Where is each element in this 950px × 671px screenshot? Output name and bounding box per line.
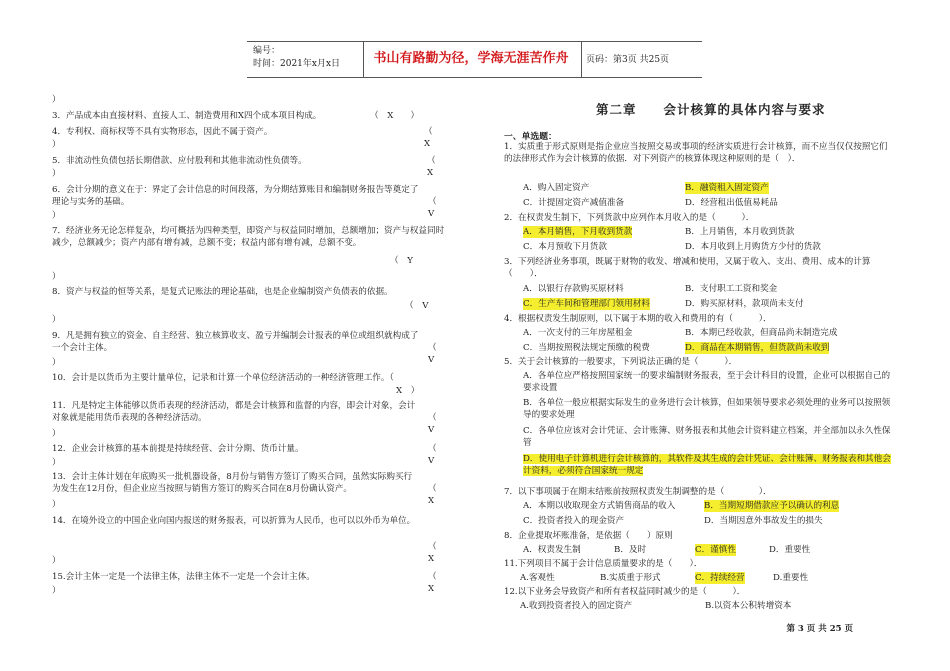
answer-mark: （ V bbox=[428, 444, 446, 466]
question-text: 3．产品成本由直接材料、直接人工、制造费用和X四个成本项目构成。 bbox=[52, 111, 322, 121]
answer-mark: （ Y bbox=[390, 256, 413, 266]
question-text: 13．会计主体计划在年底购买一批机器设备，8月份与销售方签订了购买合同，虽然实际购买行为发生在12月份，但企业应当按照与销售方签订的购买合同在8月份确认资产。 bbox=[52, 472, 413, 494]
option-a: A．一次支付的三年房屋租金 bbox=[523, 328, 633, 338]
option-b: B.实质重于形式 bbox=[600, 573, 661, 583]
question-text: 11．凡是特定主体能够以货币表现的经济活动，都是会计核算和监督的内容，即会计对象，会计对象就是能用货币表现的各种经济活动。 bbox=[52, 401, 416, 423]
option-c: C．投资者投入的现金资产 bbox=[523, 516, 625, 526]
answer-mark: （ V bbox=[405, 301, 429, 311]
answer-mark: （ X bbox=[428, 484, 446, 506]
option-d: D．经营租出低值易耗品 bbox=[685, 198, 778, 208]
answer-mark: X ） bbox=[396, 386, 420, 396]
list-item: ） bbox=[52, 95, 61, 105]
option-a: A．各单位应严格按照国家统一的要求编制财务报表，至于会计科目的设置，企业可以根据自己的要求设置 bbox=[523, 371, 891, 393]
number-label: 编号： bbox=[253, 46, 281, 56]
header-meta bbox=[253, 45, 340, 71]
question-12: 12.以下业务会导致资产和所有者权益同时减少的是（ ）． bbox=[504, 587, 746, 597]
list-item bbox=[52, 155, 450, 178]
list-item: 14．在境外设立的中国企业向国内报送的财务报表，可以折算为人民币，也可以以外币为单位。 bbox=[52, 516, 416, 526]
header-divider bbox=[581, 42, 582, 77]
list-item bbox=[52, 184, 446, 219]
list-item: ） bbox=[52, 586, 61, 596]
question-11: 11.下列项目不属于会计信息质量要求的是（ ）． bbox=[504, 559, 703, 569]
list-item bbox=[52, 126, 450, 149]
header-motto: 书山有路勤为径，学海无涯苦作舟 bbox=[373, 51, 569, 66]
option-b: B．及时 bbox=[614, 545, 647, 555]
list-item bbox=[52, 443, 450, 466]
question-text: 4．专利权、商标权等不具有实物形态，因此不属于资产。 bbox=[52, 127, 273, 137]
option-d: D．本月收到上月购货方少付的货款 bbox=[685, 242, 821, 252]
list-item: ） bbox=[52, 211, 61, 221]
question-text: 5．非流动性负债包括长期借款、应付股利和其他非流动性负债等。 bbox=[52, 156, 307, 166]
answer-mark: （ V bbox=[428, 197, 446, 219]
option-b: B．支付职工工资和奖金 bbox=[685, 284, 778, 294]
page-footer: 第 3 页 共 25 页 bbox=[786, 624, 853, 634]
list-item bbox=[52, 400, 446, 435]
question-5: 5．关于会计核算的一般要求，下列说法正确的是（ ）． bbox=[504, 357, 738, 367]
option-c-answer: C．谨慎性 bbox=[695, 545, 736, 555]
answer-mark: （ X ） bbox=[370, 111, 420, 121]
list-item: ） bbox=[52, 272, 61, 282]
option-c: C．计提固定资产减值准备 bbox=[523, 198, 625, 208]
question-4: 4．根据权责发生制原则，以下属于本期的收入和费用的有（ ）． bbox=[504, 314, 772, 324]
question-text: 9．凡是拥有独立的资金、自主经营、独立核算收支、盈亏并编制会计报表的单位或组织就构成了一个会计主体。 bbox=[52, 331, 419, 353]
option-a: A.收到投资者投入的固定资产 bbox=[520, 601, 633, 611]
list-item: 8．资产与权益的恒等关系，是复式记账法的理论基础，也是企业编制资产负债表的依据。 bbox=[52, 287, 393, 297]
answer-mark: （ V bbox=[428, 413, 446, 435]
list-item: ） bbox=[52, 556, 61, 566]
list-item: ） bbox=[52, 169, 61, 179]
option-d-answer: D．商品在本期销售，但货款尚未收到 bbox=[685, 343, 830, 353]
list-item bbox=[52, 110, 450, 122]
option-a: A．以银行存款购买原材料 bbox=[523, 284, 624, 294]
question-3: 3．下列经济业务事项，既属于财物的收发、增减和使用，又属于收入、支出、费用、成本的计算（ ）． bbox=[504, 257, 871, 279]
question-8: 8．企业提取坏账准备，是依据（ ）原则 bbox=[504, 531, 673, 541]
option-b: B.以资本公积转增资本 bbox=[705, 601, 792, 611]
list-item: ） bbox=[52, 458, 61, 468]
option-b-answer: B．当期短期借款应予以确认的利息 bbox=[704, 501, 840, 511]
list-item bbox=[52, 330, 446, 365]
option-a: A．权责发生制 bbox=[523, 545, 581, 555]
list-item: ） bbox=[52, 315, 61, 325]
answer-highlight: D．使用电子计算机进行会计核算的，其软件及其生成的会计凭证、会计账簿、财务报表和其他会计资料，必须符合国家统一规定 bbox=[523, 454, 891, 476]
section-title: 一、单选题： bbox=[504, 132, 557, 142]
question-2: 2．在权责发生制下，下列货款中应列作本月收入的是（ ）． bbox=[504, 213, 755, 223]
option-a: A．本期以收取现金方式销售商品的收入 bbox=[523, 501, 676, 511]
option-c: C．本月预收下月货款 bbox=[523, 242, 607, 252]
option-d: D．当期因意外事故发生的损失 bbox=[704, 516, 823, 526]
header-page-info: 页码：第3页 共25页 bbox=[586, 55, 670, 65]
option-a: A.客观性 bbox=[520, 573, 555, 583]
option-b: B．各单位一般应根据实际发生的业务进行会计核算，但如果领导要求必须处理的业务可以按照领导的要求处理 bbox=[523, 398, 891, 420]
option-a: A．购入固定资产 bbox=[523, 183, 590, 193]
option-c: C．当期按照税法规定预缴的税费 bbox=[523, 343, 650, 353]
list-item: ） bbox=[52, 500, 61, 510]
list-item: 10．会计是以货币为主要计量单位，记录和计算一个单位经济活动的一种经济管理工作。（ bbox=[52, 373, 394, 383]
option-b: B．上月销售，本月收到货款 bbox=[685, 227, 795, 237]
answer-mark: （ V bbox=[428, 343, 446, 365]
question-text: 15.会计主体一定是一个法律主体，法律主体不一定是一个会计主体。 bbox=[52, 572, 315, 582]
question-1: 1．实质重于形式原则是指企业应当按照交易或事项的经济实质进行会计核算，而不应当仅仅按照它们的法律形式作为会计核算的依据．对下列资产的核算体现这种原则的是（ ）． bbox=[504, 142, 888, 164]
list-item bbox=[52, 471, 446, 506]
list-item: ） bbox=[52, 429, 61, 439]
option-d: D．购买原材料，款项尚未支付 bbox=[685, 299, 804, 309]
option-d-answer bbox=[523, 453, 897, 477]
list-item: 7．经济业务无论怎样复杂，均可概括为四种类型，即资产与权益同时增加，总额增加；资产与权益同时减少，总额减少；资产内部有增有减，总额不变；权益内部有增有减，总额不变。 bbox=[52, 226, 445, 248]
question-text: 6．会计分期的意义在于：界定了会计信息的时间段落，为分期结算账目和编制财务报告等奠定了理论与实务的基础。 bbox=[52, 185, 419, 207]
answer-mark: （ X bbox=[428, 572, 446, 594]
list-item: ） bbox=[52, 358, 61, 368]
header-divider bbox=[363, 42, 364, 77]
option-c: C．各单位应该对会计凭证、会计账簿、财务报表和其他会计资料建立档案，并全部加以永久性保管 bbox=[523, 426, 891, 448]
question-text: 12．企业会计核算的基本前提是持续经营、会计分期、货币计量。 bbox=[52, 444, 304, 454]
option-d: D.重要性 bbox=[773, 573, 809, 583]
list-item bbox=[52, 571, 450, 594]
option-a-answer: A．本月销售，下月收到货款 bbox=[523, 227, 633, 237]
option-c-answer: C．持续经营 bbox=[695, 573, 745, 583]
question-7: 7．以下事项属于在期末结账前按照权责发生制调整的是（ ）． bbox=[504, 487, 772, 497]
option-d: D．重要性 bbox=[769, 545, 811, 555]
answer-mark: （ X bbox=[427, 156, 445, 178]
list-item: ） bbox=[52, 140, 61, 150]
time-label: 时间：2021年x月x日 bbox=[253, 59, 341, 69]
option-c-answer: C．生产车间和管理部门领用材料 bbox=[523, 299, 650, 309]
answer-mark: （ X bbox=[428, 542, 446, 564]
option-b: B．本期已经收款，但商品尚未制造完成 bbox=[685, 328, 838, 338]
answer-mark: （ X bbox=[424, 127, 450, 149]
option-b-answer: B．融资租入固定资产 bbox=[685, 183, 769, 193]
chapter-title: 第二章 会计核算的具体内容与要求 bbox=[596, 102, 826, 117]
